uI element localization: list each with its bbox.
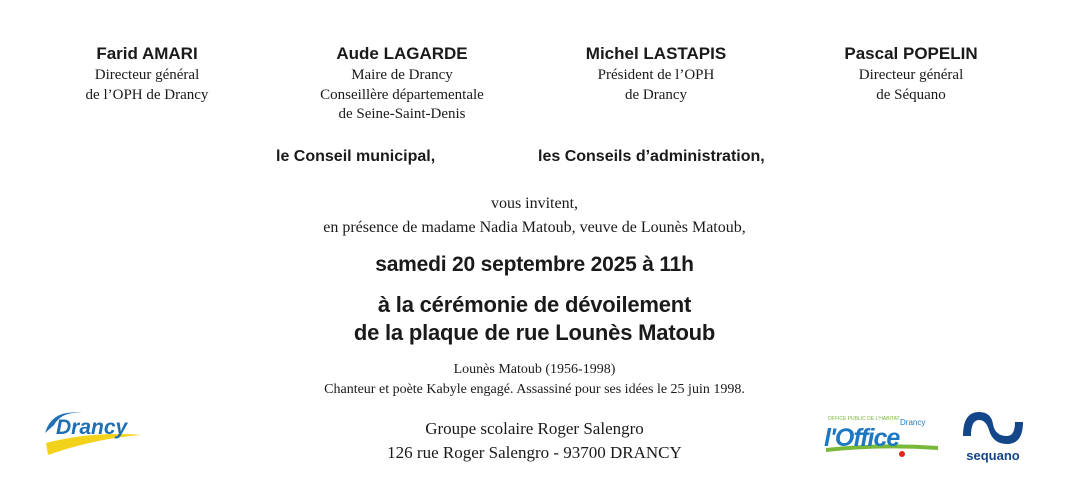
invite-text xyxy=(0,192,1069,240)
signatory-name: Aude LAGARDE xyxy=(336,44,468,63)
office-logo-text: l'Office xyxy=(824,424,900,452)
drancy-logo xyxy=(42,405,144,461)
ceremony-line: de la plaque de rue Lounès Matoub xyxy=(353,320,716,345)
signatory-role: de Drancy xyxy=(624,86,688,103)
bio-line: Lounès Matoub (1956-1998) xyxy=(453,362,616,377)
signatory-name: Farid AMARI xyxy=(96,44,198,63)
signatory-role: Président de l’OPH xyxy=(597,67,715,83)
sequano-logo-text: sequano xyxy=(966,448,1020,463)
bio-line: Chanteur et poète Kabyle engagé. Assassiné pour ses idées le 25 juin 1998. xyxy=(324,382,745,397)
ceremony-title xyxy=(0,291,1069,347)
drancy-logo-text: Drancy xyxy=(56,416,128,439)
signatory-role: Conseillère départementale xyxy=(320,86,484,103)
signatory-name: Michel LASTAPIS xyxy=(585,44,727,63)
event-date: samedi 20 septembre 2025 à 11h xyxy=(375,253,694,276)
signatory-role: Directeur général xyxy=(94,67,200,83)
signatory-role: de l’OPH de Drancy xyxy=(85,86,209,103)
biography xyxy=(0,360,1069,400)
signatory-role: Directeur général xyxy=(858,67,964,83)
council-municipal: le Conseil municipal, xyxy=(276,148,436,165)
signatory-role: de Seine-Saint-Denis xyxy=(338,106,466,122)
office-logo-small: Drancy xyxy=(900,418,926,427)
venue-street: 126 rue Roger Salengro - 93700 DRANCY xyxy=(387,443,682,462)
signatory-amari xyxy=(27,43,267,105)
signatory-role: de Séquano xyxy=(876,86,946,103)
sequano-logo xyxy=(957,402,1029,464)
invite-line: vous invitent, xyxy=(490,195,579,212)
signatory-popelin xyxy=(791,43,1031,105)
councils-row xyxy=(0,148,1069,170)
office-tagline: OFFICE PUBLIC DE L'HABITAT xyxy=(828,416,900,422)
signatory-lastapis xyxy=(536,43,776,105)
signatory-role: Maire de Drancy xyxy=(351,67,453,83)
venue-name: Groupe scolaire Roger Salengro xyxy=(425,419,644,438)
signatory-name: Pascal POPELIN xyxy=(844,44,978,63)
invite-line: en présence de madame Nadia Matoub, veuve de Lounès Matoub, xyxy=(323,219,746,236)
office-logo xyxy=(822,412,942,460)
ceremony-line: à la cérémonie de dévoilement xyxy=(377,292,692,317)
signatory-lagarde xyxy=(282,43,522,125)
council-administration: les Conseils d’administration, xyxy=(538,148,765,165)
